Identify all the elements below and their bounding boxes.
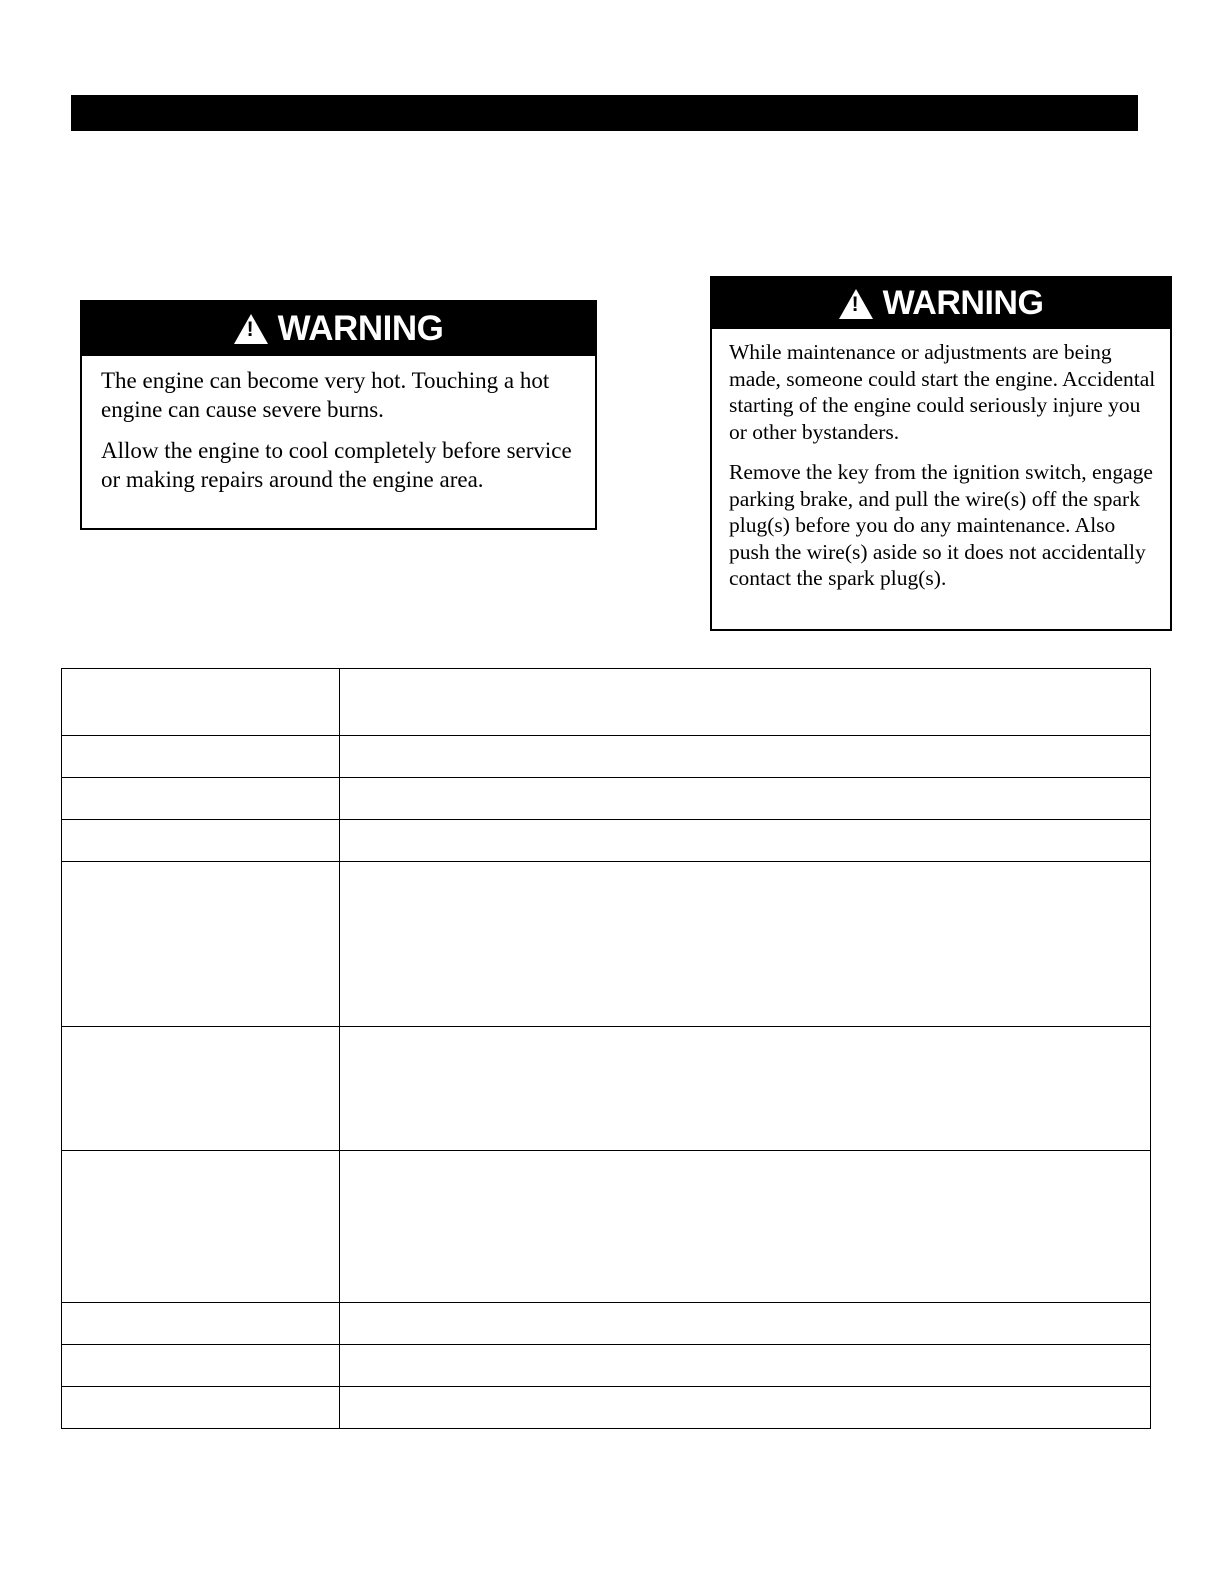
- interval-cell: [62, 778, 340, 820]
- procedure-cell: [340, 1303, 1151, 1345]
- warning-triangle-icon: [234, 314, 268, 344]
- section-header-bar: [71, 95, 1138, 131]
- warning-header: [82, 302, 595, 356]
- warning-paragraph: Remove the key from the ignition switch, engage parking brake, and pull the wire(s) off the spark plug(s) before you do any maintenance. Also push the wire(s) aside so it does not accidentally contact the spark plug(s).: [729, 460, 1153, 590]
- procedure-cell: [340, 669, 1151, 736]
- warning-header: [712, 278, 1170, 329]
- table-row: [62, 820, 1151, 862]
- warning-title: WARNING: [277, 309, 444, 348]
- table-row: [62, 1303, 1151, 1345]
- table-row: [62, 1345, 1151, 1387]
- procedure-cell: [340, 1387, 1151, 1429]
- warning-body: [712, 329, 1170, 592]
- interval-cell: [62, 736, 340, 778]
- table-row: [62, 736, 1151, 778]
- warning-paragraph: While maintenance or adjustments are being made, someone could start the engine. Accidental starting of the engine could seriously injure you or other bystanders.: [729, 340, 1156, 444]
- table-row: [62, 1151, 1151, 1303]
- warning-paragraph: Allow the engine to cool completely before service or making repairs around the engine area.: [101, 438, 572, 492]
- warning-title: WARNING: [882, 284, 1044, 322]
- interval-cell: [62, 1303, 340, 1345]
- table-row: [62, 669, 1151, 736]
- interval-cell: [62, 1387, 340, 1429]
- interval-cell: [62, 820, 340, 862]
- accidental-start-warning: [710, 276, 1172, 631]
- interval-cell: [62, 862, 340, 1027]
- table-row: [62, 1387, 1151, 1429]
- table-row: [62, 1027, 1151, 1151]
- procedure-cell: [340, 1027, 1151, 1151]
- procedure-cell: [340, 778, 1151, 820]
- interval-cell: [62, 669, 340, 736]
- procedure-cell: [340, 820, 1151, 862]
- maintenance-schedule-table: [61, 668, 1151, 1429]
- warning-paragraph: The engine can become very hot. Touching a hot engine can cause severe burns.: [101, 368, 550, 422]
- procedure-cell: [340, 1151, 1151, 1303]
- procedure-cell: [340, 862, 1151, 1027]
- table-row: [62, 778, 1151, 820]
- interval-cell: [62, 1027, 340, 1151]
- engine-hot-warning: [80, 300, 597, 530]
- interval-cell: [62, 1151, 340, 1303]
- interval-cell: [62, 1345, 340, 1387]
- procedure-cell: [340, 1345, 1151, 1387]
- warning-triangle-icon: [839, 289, 873, 319]
- procedure-cell: [340, 736, 1151, 778]
- warning-body: [82, 356, 595, 494]
- table-row: [62, 862, 1151, 1027]
